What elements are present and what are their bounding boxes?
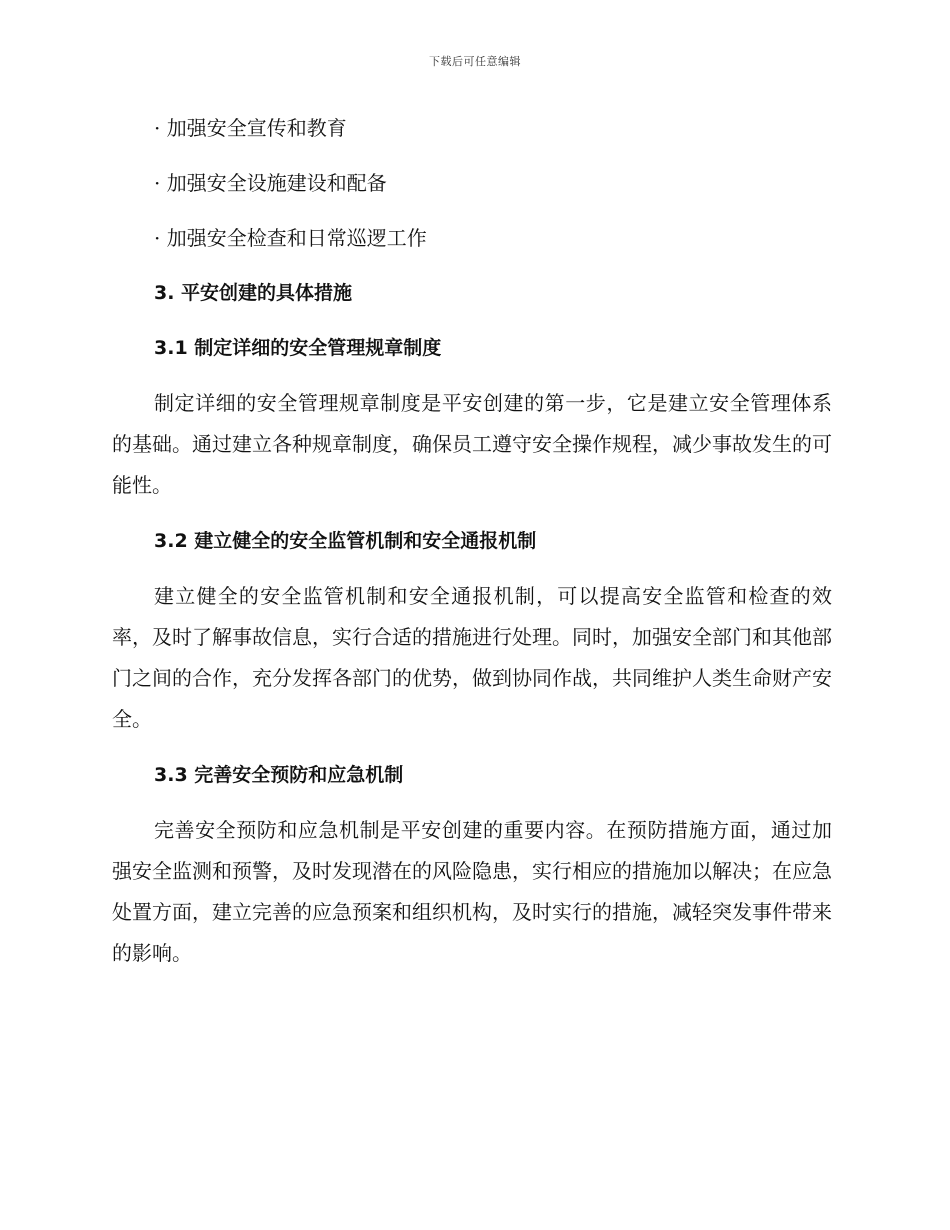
subsection-heading-3-2: 3.2 建立健全的安全监管机制和安全通报机制 bbox=[154, 530, 537, 552]
paragraph-3-3: 完善安全预防和应急机制是平安创建的重要内容。在预防措施方面，通过加强安全监测和预警，及时发现潜在的风险隐患，实行相应的措施加以解决；在应急处置方面，建立完善的应急预案和组织机构，及时实行的措施，减轻突发事件带来的影响。 bbox=[112, 818, 832, 965]
bullet-item: · 加强安全设施建设和配备 bbox=[154, 171, 387, 195]
subsection-heading-3-3: 3.3 完善安全预防和应急机制 bbox=[154, 764, 404, 786]
paragraph-3-2: 建立健全的安全监管机制和安全通报机制，可以提高安全监管和检查的效率，及时了解事故信息，实行合适的措施进行处理。同时，加强安全部门和其他部门之间的合作，充分发挥各部门的优势，做到协同作战，共同维护人类生命财产安全。 bbox=[112, 584, 832, 731]
paragraph-3-1: 制定详细的安全管理规章制度是平安创建的第一步，它是建立安全管理体系的基础。通过建立各种规章制度，确保员工遵守安全操作规程，减少事故发生的可能性。 bbox=[112, 391, 832, 497]
page-header-note: 下载后可任意编辑 bbox=[429, 55, 521, 68]
subsection-heading-3-1: 3.1 制定详细的安全管理规章制度 bbox=[154, 337, 442, 359]
bullet-item: · 加强安全宣传和教育 bbox=[154, 116, 347, 140]
section-heading: 3. 平安创建的具体措施 bbox=[154, 282, 353, 304]
document-body bbox=[112, 108, 832, 989]
bullet-item: · 加强安全检查和日常巡逻工作 bbox=[154, 226, 427, 250]
